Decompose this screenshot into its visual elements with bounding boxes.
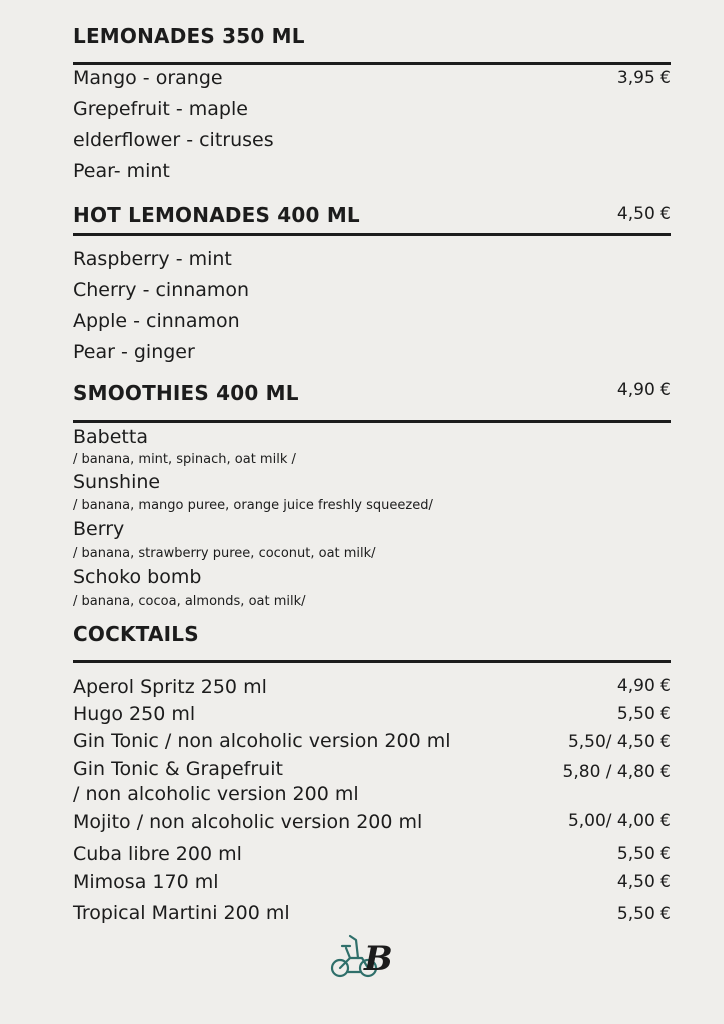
hot-lemonade-item: Raspberry - mint	[73, 248, 232, 270]
svg-text:B: B	[364, 939, 393, 979]
moped-b-logo-icon	[328, 932, 396, 980]
lemonades-price: 3,95 €	[616, 68, 671, 88]
smoothies-divider	[73, 420, 671, 423]
cocktail-name: Gin Tonic & Grapefruit	[73, 758, 283, 780]
cocktail-name: Aperol Spritz 250 ml	[73, 676, 267, 698]
hot-lemonade-item: Cherry - cinnamon	[73, 279, 250, 301]
cocktail-price: 5,50 €	[616, 704, 671, 724]
cocktail-name: Mimosa 170 ml	[73, 871, 219, 893]
smoothie-description: / banana, mint, spinach, oat milk /	[73, 452, 296, 467]
cocktail-name: Cuba libre 200 ml	[73, 843, 242, 865]
hot-lemonades-divider	[73, 233, 671, 236]
cocktail-price: 5,00/ 4,00 €	[567, 811, 671, 831]
lemonades-divider	[73, 62, 671, 65]
lemonade-item: elderflower - citruses	[73, 129, 274, 151]
cocktails-divider	[73, 660, 671, 663]
cocktails-heading: COCKTAILS	[73, 622, 199, 646]
hot-lemonades-heading: HOT LEMONADES 400 ML	[73, 203, 360, 227]
cocktail-name-line2: / non alcoholic version 200 ml	[73, 783, 359, 805]
smoothie-description: / banana, strawberry puree, coconut, oat milk/	[73, 546, 376, 561]
smoothie-description: / banana, cocoa, almonds, oat milk/	[73, 594, 306, 609]
cocktail-price: 5,80 / 4,80 €	[562, 762, 671, 782]
hot-lemonade-item: Apple - cinnamon	[73, 310, 240, 332]
smoothie-name: Berry	[73, 518, 125, 540]
cocktail-price: 4,90 €	[616, 676, 671, 696]
smoothies-price: 4,90 €	[616, 380, 671, 400]
lemonade-item: Mango - orange	[73, 67, 223, 89]
smoothie-description: / banana, mango puree, orange juice freshly squeezed/	[73, 498, 433, 513]
lemonades-heading: LEMONADES 350 ML	[73, 24, 305, 48]
cocktail-name: Tropical Martini 200 ml	[73, 902, 290, 924]
hot-lemonades-price: 4,50 €	[616, 204, 671, 224]
lemonade-item: Pear- mint	[73, 160, 170, 182]
smoothies-heading: SMOOTHIES 400 ML	[73, 381, 299, 405]
cocktail-name: Mojito / non alcoholic version 200 ml	[73, 811, 423, 833]
cocktail-price: 5,50 €	[616, 844, 671, 864]
cocktail-name: Hugo 250 ml	[73, 703, 196, 725]
lemonade-item: Grepefruit - maple	[73, 98, 248, 120]
cocktail-price: 5,50/ 4,50 €	[567, 732, 671, 752]
cocktail-name: Gin Tonic / non alcoholic version 200 ml	[73, 730, 451, 752]
smoothie-name: Babetta	[73, 426, 148, 448]
smoothie-name: Sunshine	[73, 471, 161, 493]
cocktail-price: 4,50 €	[616, 872, 671, 892]
cocktail-price: 5,50 €	[616, 904, 671, 924]
smoothie-name: Schoko bomb	[73, 566, 202, 588]
hot-lemonade-item: Pear - ginger	[73, 341, 195, 363]
